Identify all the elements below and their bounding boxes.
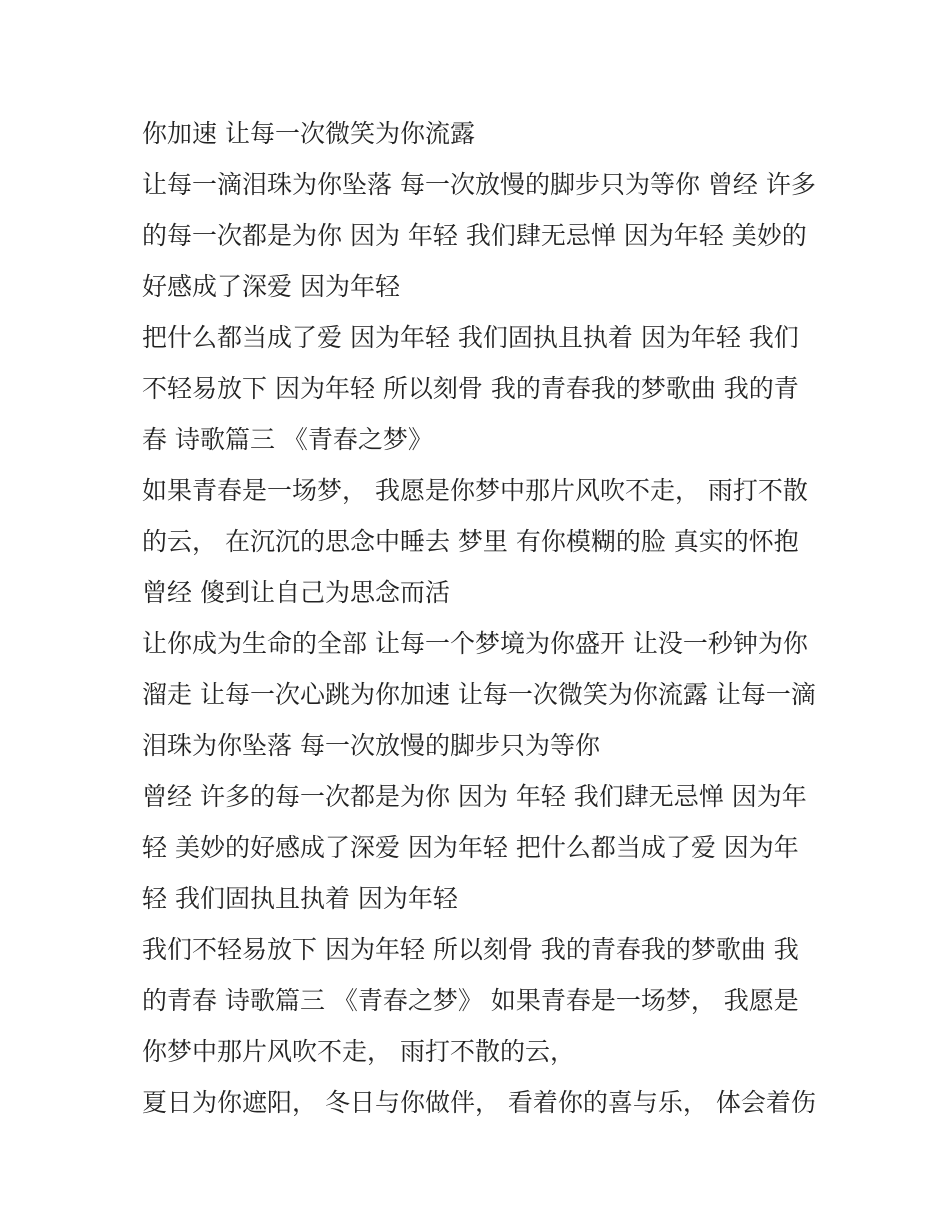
paragraph bbox=[142, 108, 822, 159]
text-line: 你加速 让每一次微笑为你流露 bbox=[142, 119, 475, 148]
text-line: 轻 美妙的好感成了深爱 因为年轻 把什么都当成了爱 因为年 bbox=[142, 833, 799, 862]
text-line: 的云， 在沉沉的思念中睡去 梦里 有你模糊的脸 真实的怀抱 bbox=[142, 527, 799, 556]
text-line: 泪珠为你坠落 每一次放慢的脚步只为等你 bbox=[142, 731, 600, 760]
paragraph bbox=[142, 465, 822, 618]
body-text bbox=[142, 108, 822, 1128]
text-line: 把什么都当成了爱 因为年轻 我们固执且执着 因为年轻 我们 bbox=[142, 323, 799, 352]
paragraph bbox=[142, 771, 822, 924]
text-line: 让你成为生命的全部 让每一个梦境为你盛开 让没一秒钟为你 bbox=[142, 629, 808, 658]
text-line: 曾经 许多的每一次都是为你 因为 年轻 我们肆无忌惮 因为年 bbox=[142, 782, 807, 811]
text-line: 夏日为你遮阳， 冬日与你做伴， 看着你的喜与乐， 体会着伤 bbox=[142, 1088, 816, 1117]
paragraph bbox=[142, 159, 822, 312]
text-line: 好感成了深爱 因为年轻 bbox=[142, 272, 400, 301]
paragraph bbox=[142, 924, 822, 1077]
text-line: 溜走 让每一次心跳为你加速 让每一次微笑为你流露 让每一滴 bbox=[142, 680, 816, 709]
paragraph bbox=[142, 1077, 822, 1128]
text-line: 如果青春是一场梦， 我愿是你梦中那片风吹不走， 雨打不散 bbox=[142, 476, 808, 505]
text-line: 的每一次都是为你 因为 年轻 我们肆无忌惮 因为年轻 美妙的 bbox=[142, 221, 807, 250]
text-line: 你梦中那片风吹不走， 雨打不散的云， bbox=[142, 1037, 575, 1066]
paragraph bbox=[142, 312, 822, 465]
paragraph bbox=[142, 618, 822, 771]
text-line: 轻 我们固执且执着 因为年轻 bbox=[142, 884, 458, 913]
text-line: 的青春 诗歌篇三 《青春之梦》 如果青春是一场梦， 我愿是 bbox=[142, 986, 799, 1015]
text-line: 让每一滴泪珠为你坠落 每一次放慢的脚步只为等你 曾经 许多 bbox=[142, 170, 816, 199]
text-line: 我们不轻易放下 因为年轻 所以刻骨 我的青春我的梦歌曲 我 bbox=[142, 935, 799, 964]
text-line: 不轻易放下 因为年轻 所以刻骨 我的青春我的梦歌曲 我的青 bbox=[142, 374, 799, 403]
text-line: 春 诗歌篇三 《青春之梦》 bbox=[142, 425, 433, 454]
text-line: 曾经 傻到让自己为思念而活 bbox=[142, 578, 450, 607]
